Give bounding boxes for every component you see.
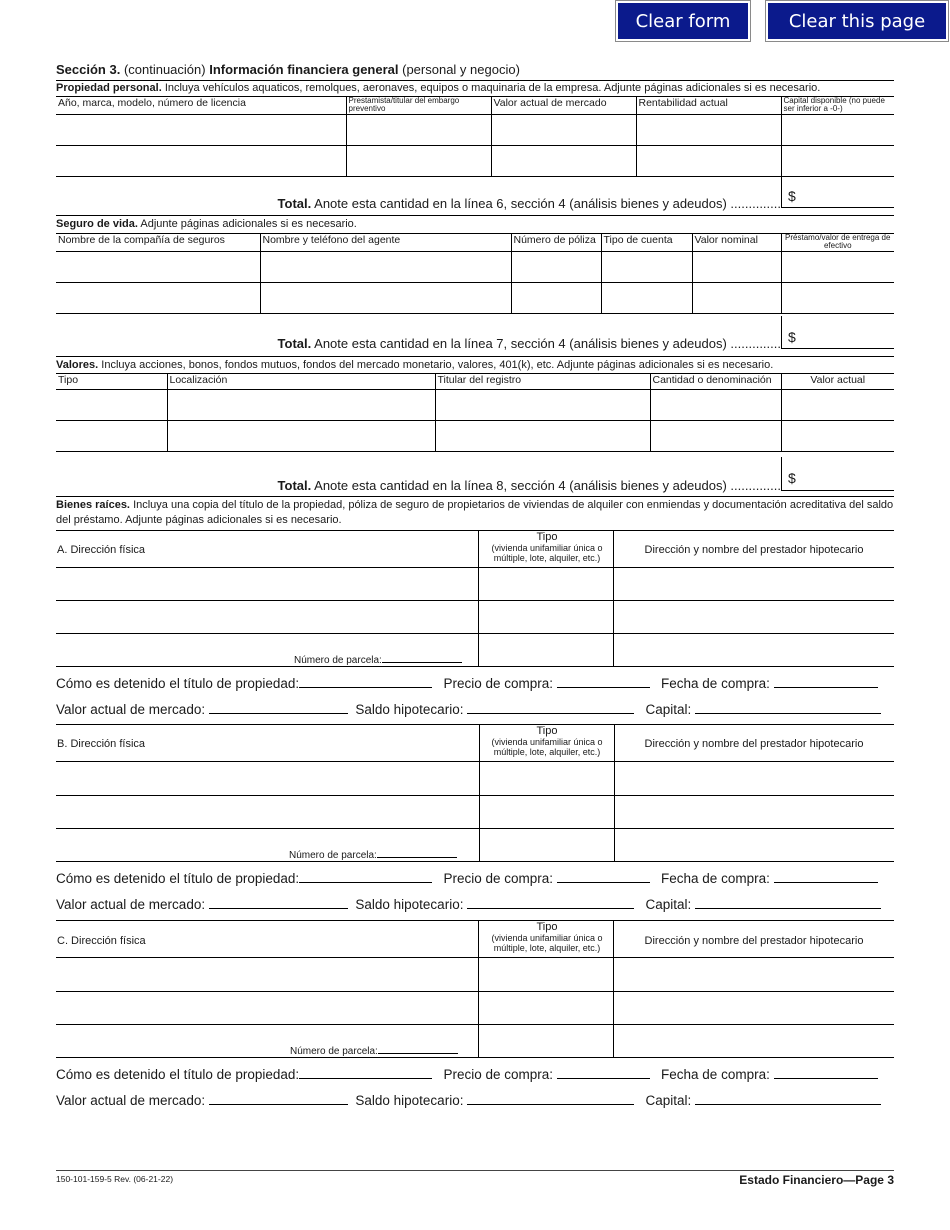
input-cell[interactable]: [56, 146, 346, 177]
input-cell[interactable]: [601, 252, 692, 283]
column-header: Valor actual de mercado: [491, 96, 636, 115]
table-row: [56, 283, 894, 314]
input-cell[interactable]: [636, 115, 781, 146]
input-cell[interactable]: [491, 146, 636, 177]
input-cell[interactable]: [781, 115, 894, 146]
title-held-field[interactable]: [299, 676, 432, 688]
column-header: Rentabilidad actual: [636, 96, 781, 115]
clear-form-button[interactable]: Clear form: [616, 1, 750, 41]
input-cell[interactable]: [511, 252, 601, 283]
input-cell[interactable]: [636, 146, 781, 177]
title-price-date-line: Cómo es detenido el título de propiedad: Precio de compra: Fecha de compra:: [56, 676, 894, 691]
column-header: Número de póliza: [511, 233, 601, 252]
divider: [56, 80, 894, 81]
input-cell[interactable]: [781, 420, 894, 451]
input-cell[interactable]: [260, 252, 511, 283]
purchase-price-field[interactable]: [557, 676, 650, 688]
table-row: [56, 252, 894, 283]
table-row: [56, 115, 894, 146]
tipo-header: Tipo (vivienda unifamiliar única o múltiple, lote, alquiler, etc.): [491, 531, 603, 563]
parcel-field[interactable]: [378, 1042, 458, 1054]
life-insurance-intro: Seguro de vida. Adjunte páginas adicionales si es necesario.: [56, 218, 357, 230]
input-cell[interactable]: [346, 115, 491, 146]
value-balance-equity-line: Valor actual de mercado: Saldo hipotecario: Capital:: [56, 897, 894, 912]
address-label: A. Dirección física: [57, 544, 146, 556]
personal-property-intro: Propiedad personal. Incluya vehículos aquaticos, remolques, aeronaves, equipos o maquinaria de la empresa. Adjunte páginas adicionales si es necesario.: [56, 82, 821, 94]
column-header: Prestamista/titular del embargo preventivo: [346, 96, 491, 115]
value-balance-equity-line: Valor actual de mercado: Saldo hipotecario: Capital:: [56, 1093, 894, 1108]
lender-header: Dirección y nombre del prestador hipotecario: [644, 738, 864, 750]
section-title: Sección 3. (continuación) Información financiera general (personal y negocio): [56, 62, 520, 77]
purchase-price-field[interactable]: [557, 1067, 650, 1079]
input-cell[interactable]: [781, 146, 894, 177]
column-header: Cantidad o denominación: [650, 373, 781, 389]
input-cell[interactable]: [491, 115, 636, 146]
securities-total-label: Total. Anote esta cantidad en la línea 8, sección 4 (análisis bienes y adeudos) ..............: [277, 478, 781, 493]
input-cell[interactable]: [781, 252, 894, 283]
parcel-label: Número de parcela:: [289, 846, 457, 861]
column-header: Nombre de la compañía de seguros: [56, 233, 260, 252]
personal-property-table: [56, 96, 894, 177]
input-cell[interactable]: [650, 389, 781, 420]
title-held-field[interactable]: [299, 1067, 432, 1079]
equity-field[interactable]: [695, 1093, 881, 1105]
market-value-field[interactable]: [209, 897, 348, 909]
column-header: Valor actual: [781, 373, 894, 389]
form-number: 150-101-159-5 Rev. (06-21-22): [56, 1174, 174, 1184]
lender-header: Dirección y nombre del prestador hipotecario: [644, 544, 864, 556]
address-label: B. Dirección física: [57, 738, 146, 750]
column-header: Capital disponible (no puede ser inferior a -0-): [781, 96, 894, 115]
title-held-field[interactable]: [299, 871, 432, 883]
real-estate-intro: Bienes raíces. Incluya una copia del título de la propiedad, póliza de seguro de propietarios de viviendas de alquiler con enmiendas y documentación acreditativa del saldo del préstamo. Adjunte páginas adicionales si es necesario.: [56, 499, 894, 526]
column-header: Tipo de cuenta: [601, 233, 692, 252]
title-price-date-line: Cómo es detenido el título de propiedad: Precio de compra: Fecha de compra:: [56, 871, 894, 886]
life-insurance-table: [56, 233, 894, 314]
market-value-field[interactable]: [209, 702, 348, 714]
input-cell[interactable]: [167, 420, 435, 451]
tipo-header: Tipo (vivienda unifamiliar única o múltiple, lote, alquiler, etc.): [491, 921, 603, 953]
column-header: Titular del registro: [435, 373, 650, 389]
mortgage-balance-field[interactable]: [467, 702, 634, 714]
personal-property-total-field[interactable]: $: [781, 175, 894, 208]
purchase-date-field[interactable]: [774, 1067, 878, 1079]
tipo-header: Tipo (vivienda unifamiliar única o múltiple, lote, alquiler, etc.): [491, 725, 603, 757]
column-header: Valor nominal: [692, 233, 781, 252]
parcel-label: Número de parcela:: [290, 1042, 458, 1057]
input-cell[interactable]: [692, 252, 781, 283]
column-header: Localización: [167, 373, 435, 389]
life-insurance-total-field[interactable]: $: [781, 316, 894, 349]
column-header: Año, marca, modelo, número de licencia: [56, 96, 346, 115]
input-cell[interactable]: [781, 283, 894, 314]
lender-header: Dirección y nombre del prestador hipotecario: [644, 935, 864, 947]
column-header: Préstamo/valor de entrega de efectivo: [781, 233, 894, 252]
mortgage-balance-field[interactable]: [467, 1093, 634, 1105]
life-insurance-total-label: Total. Anote esta cantidad en la línea 7, sección 4 (análisis bienes y adeudos) ..............: [277, 336, 781, 351]
input-cell[interactable]: [260, 283, 511, 314]
input-cell[interactable]: [56, 283, 260, 314]
market-value-field[interactable]: [209, 1093, 348, 1105]
parcel-field[interactable]: [377, 846, 457, 858]
input-cell[interactable]: [692, 283, 781, 314]
input-cell[interactable]: [650, 420, 781, 451]
input-cell[interactable]: [56, 252, 260, 283]
parcel-field[interactable]: [382, 651, 462, 663]
input-cell[interactable]: [435, 389, 650, 420]
securities-intro: Valores. Incluya acciones, bonos, fondos mutuos, fondos del mercado monetario, valores, 401(k), etc. Adjunte páginas adicionales si es necesario.: [56, 359, 774, 371]
clear-page-button[interactable]: Clear this page: [766, 1, 948, 41]
input-cell[interactable]: [56, 420, 167, 451]
securities-total-field[interactable]: $: [781, 457, 894, 491]
input-cell[interactable]: [511, 283, 601, 314]
table-row: [56, 146, 894, 177]
column-header: Tipo: [56, 373, 167, 389]
equity-field[interactable]: [695, 897, 881, 909]
equity-field[interactable]: [695, 702, 881, 714]
input-cell[interactable]: [56, 389, 167, 420]
input-cell[interactable]: [346, 146, 491, 177]
input-cell[interactable]: [435, 420, 650, 451]
column-header: Nombre y teléfono del agente: [260, 233, 511, 252]
mortgage-balance-field[interactable]: [467, 897, 634, 909]
address-label: C. Dirección física: [57, 935, 146, 947]
securities-table: [56, 373, 894, 452]
title-price-date-line: Cómo es detenido el título de propiedad: Precio de compra: Fecha de compra:: [56, 1067, 894, 1082]
input-cell[interactable]: [601, 283, 692, 314]
purchase-date-field[interactable]: [774, 871, 878, 883]
page-label: Estado Financiero—Page 3: [739, 1173, 894, 1187]
input-cell[interactable]: [781, 389, 894, 420]
purchase-date-field[interactable]: [774, 676, 878, 688]
table-row: [56, 420, 894, 451]
input-cell[interactable]: [56, 115, 346, 146]
value-balance-equity-line: Valor actual de mercado: Saldo hipotecario: Capital:: [56, 702, 894, 717]
purchase-price-field[interactable]: [557, 871, 650, 883]
table-row: [56, 389, 894, 420]
personal-property-total-label: Total. Anote esta cantidad en la línea 6, sección 4 (análisis bienes y adeudos) ..............: [277, 196, 781, 211]
parcel-label: Número de parcela:: [294, 651, 462, 666]
footer-divider: [56, 1170, 894, 1171]
input-cell[interactable]: [167, 389, 435, 420]
